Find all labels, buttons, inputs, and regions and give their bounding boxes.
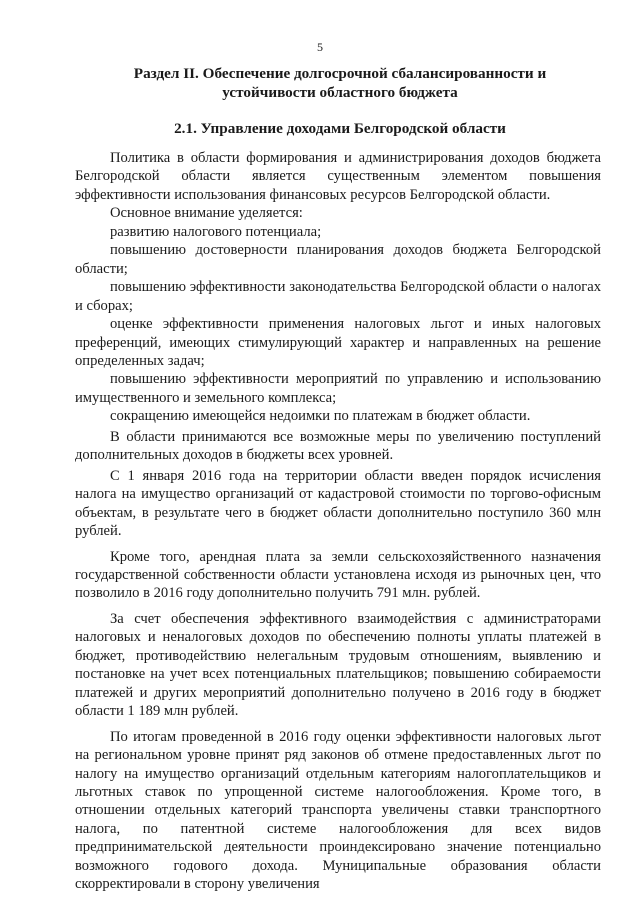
paragraph: В области принимаются все возможные меры по увеличению поступлений дополнительных доходов в бюджеты всех уровней. (75, 428, 601, 464)
section-title-line-2: устойчивости областного бюджета (222, 84, 458, 101)
paragraph: Политика в области формирования и администрирования доходов бюджета Белгородской области является существенным элементом повышения эффективности использования финансовых ресурсов Белгородской области. (75, 150, 601, 203)
paragraph: По итогам проведенной в 2016 году оценки эффективности налоговых льгот на региональном уровне принят ряд законов об отмене предоставленных льгот по налогу на имущество организаций отдельным категориям налогоплательщиков и льготных ставок по упрощенной системе налогообложения. Кроме того, в отношении отдельных категорий транспорта увеличены ставки транспортного налога, по патентной системе налогообложения для всех видов предпринимательской деятельности проиндексировано значение потенциально возможного годового дохода. Муниципальные образования области скорректировали в сторону увеличения (75, 728, 601, 893)
section-title (90, 64, 590, 102)
paragraph: За счет обеспечения эффективного взаимодействия с администраторами налоговых и неналоговых доходов по обеспечению полноты уплаты платежей в бюджет, противодействию нелегальным трудовым отношениям, выявлению и постановке на учет всех потенциальных плательщиков; повышению собираемости платежей и других мероприятий дополнительно получено в 2016 году в бюджет области 1 189 млн рублей. (75, 610, 601, 720)
list-item: повышению эффективности законодательства Белгородской области о налогах и сборах; (75, 279, 601, 314)
list-item: повышению эффективности мероприятий по управлению и использованию имущественного и земельного комплекса; (75, 371, 601, 406)
paragraph: С 1 января 2016 года на территории области введен порядок исчисления налога на имущество организаций от кадастровой стоимости по торгово-офисным объектам, в результате чего в бюджет области дополнительно поступило 360 млн рублей. (75, 467, 601, 540)
subsection-title: 2.1. Управление доходами Белгородской области (174, 120, 506, 137)
paragraph: Кроме того, арендная плата за земли сельскохозяйственного назначения государственной собственности области установлена исходя из рыночных цен, что позволило в 2016 году дополнительно получить 791 млн. рублей. (75, 548, 601, 602)
page-number: 5 (317, 40, 323, 54)
body-text (75, 149, 601, 894)
list-item: развитию налогового потенциала; (110, 223, 322, 240)
paragraph: Основное внимание уделяется: (110, 205, 303, 222)
list-item: оценке эффективности применения налоговых льгот и иных налоговых преференций, имеющих стимулирующий характер и направленных на решение определенных задач; (75, 316, 601, 369)
list-item: повышению достоверности планирования доходов бюджета Белгородской области; (75, 242, 601, 277)
section-title-line-1: Раздел II. Обеспечение долгосрочной сбалансированности и (133, 65, 547, 82)
list-item: сокращению имеющейся недоимки по платежам в бюджет области. (110, 408, 531, 425)
